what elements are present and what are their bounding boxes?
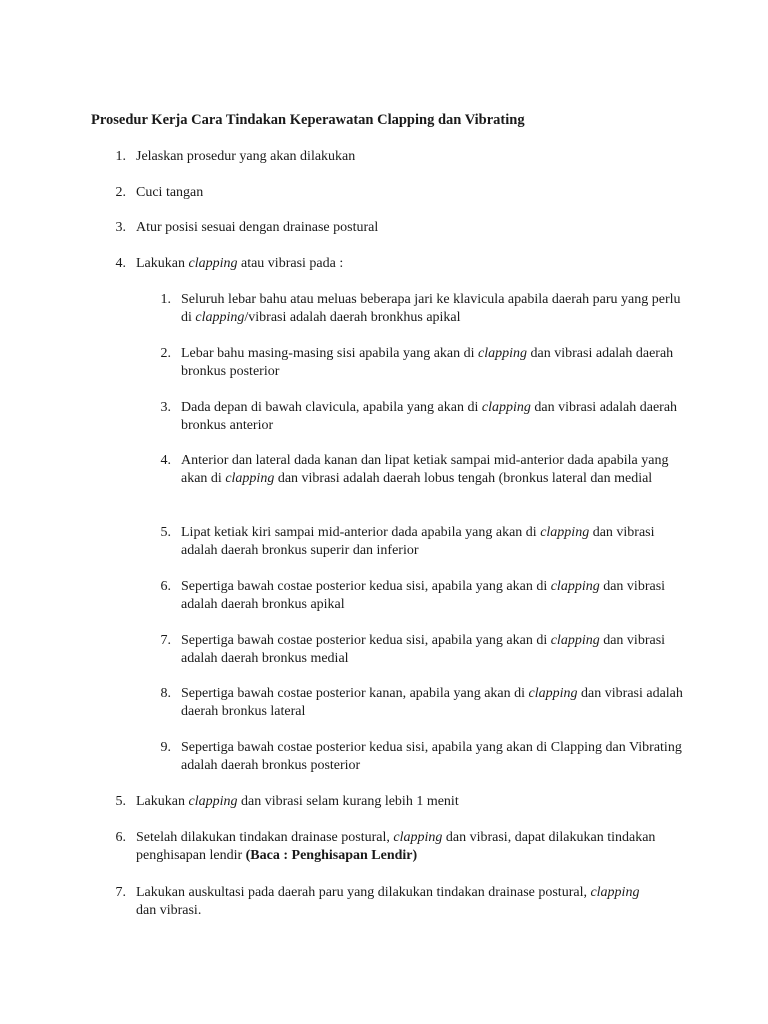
- list-item: [100, 829, 656, 865]
- list-text: Lipat ketiak kiri sampai mid-anterior dada apabila yang akan di clapping dan vibrasi adalah daerah bronkus superir dan inferior: [181, 525, 655, 558]
- list-text: Jelaskan prosedur yang akan dilakukan: [136, 149, 356, 164]
- list-item: [100, 255, 656, 273]
- list-item: [100, 219, 656, 237]
- list-number: 5.: [160, 525, 171, 540]
- list-number: 8.: [160, 686, 171, 701]
- list-text: Sepertiga bawah costae posterior kedua sisi, apabila yang akan di clapping dan vibrasi adalah daerah bronkus medial: [181, 633, 666, 666]
- list-text: Cuci tangan: [136, 185, 204, 200]
- list-number: 6.: [115, 830, 126, 845]
- sub-list-item: [145, 452, 686, 488]
- list-number: 9.: [160, 740, 171, 755]
- list-number: 3.: [160, 400, 171, 415]
- list-text: Atur posisi sesuai dengan drainase postural: [136, 220, 379, 235]
- sub-list-item: [145, 685, 686, 721]
- list-text: Lakukan clapping dan vibrasi selam kurang lebih 1 menit: [136, 794, 459, 809]
- list-number: 7.: [115, 885, 126, 900]
- list-text: Sepertiga bawah costae posterior kanan, apabila yang akan di clapping dan vibrasi adalah daerah bronkus lateral: [181, 686, 683, 719]
- list-text: Setelah dilakukan tindakan drainase postural, clapping dan vibrasi, dapat dilakukan tindakan penghisapan lendir (Baca : Penghisapan Lendir): [136, 830, 656, 863]
- list-text: Sepertiga bawah costae posterior kedua sisi, apabila yang akan di Clapping dan Vibrating adalah daerah bronkus posterior: [181, 740, 682, 773]
- reference-link-text: (Baca : Penghisapan Lendir): [245, 848, 418, 863]
- document-title: Prosedur Kerja Cara Tindakan Keperawatan Clapping dan Vibrating: [91, 112, 525, 128]
- list-number: 7.: [160, 633, 171, 648]
- list-text: Lakukan auskultasi pada daerah paru yang dilakukan tindakan drainase postural, clapping dan vibrasi.: [136, 885, 640, 918]
- list-text: Seluruh lebar bahu atau meluas beberapa jari ke klavicula apabila daerah paru yang perlu di clapping/vibrasi adalah daerah bronkhus apikal: [181, 292, 681, 325]
- sub-list-item: [145, 399, 686, 435]
- list-text: Lakukan clapping atau vibrasi pada :: [136, 256, 344, 271]
- sub-list-item: [145, 739, 686, 775]
- list-item: [100, 884, 656, 920]
- sub-list-item: [145, 524, 686, 560]
- list-number: 5.: [115, 794, 126, 809]
- list-number: 6.: [160, 579, 171, 594]
- list-number: 4.: [115, 256, 126, 271]
- list-item: [100, 793, 656, 811]
- sub-list-item: [145, 578, 686, 614]
- list-number: 3.: [115, 220, 126, 235]
- list-text: Anterior dan lateral dada kanan dan lipat ketiak sampai mid-anterior dada apabila yang akan di clapping dan vibrasi adalah daerah lobus tengah (bronkus lateral dan medial: [181, 453, 669, 486]
- list-number: 2.: [160, 346, 171, 361]
- sub-list-item: [145, 345, 686, 381]
- sub-list-item: [145, 632, 686, 668]
- sub-list-item: [145, 291, 686, 327]
- list-item: [100, 148, 656, 166]
- list-item: [100, 184, 656, 202]
- list-number: 4.: [160, 453, 171, 468]
- list-text: Lebar bahu masing-masing sisi apabila yang akan di clapping dan vibrasi adalah daerah bronkus posterior: [181, 346, 674, 379]
- list-number: 2.: [115, 185, 126, 200]
- list-number: 1.: [160, 292, 171, 307]
- list-number: 1.: [115, 149, 126, 164]
- list-text: Dada depan di bawah clavicula, apabila yang akan di clapping dan vibrasi adalah daerah bronkus anterior: [181, 400, 678, 433]
- list-text: Sepertiga bawah costae posterior kedua sisi, apabila yang akan di clapping dan vibrasi adalah daerah bronkus apikal: [181, 579, 666, 612]
